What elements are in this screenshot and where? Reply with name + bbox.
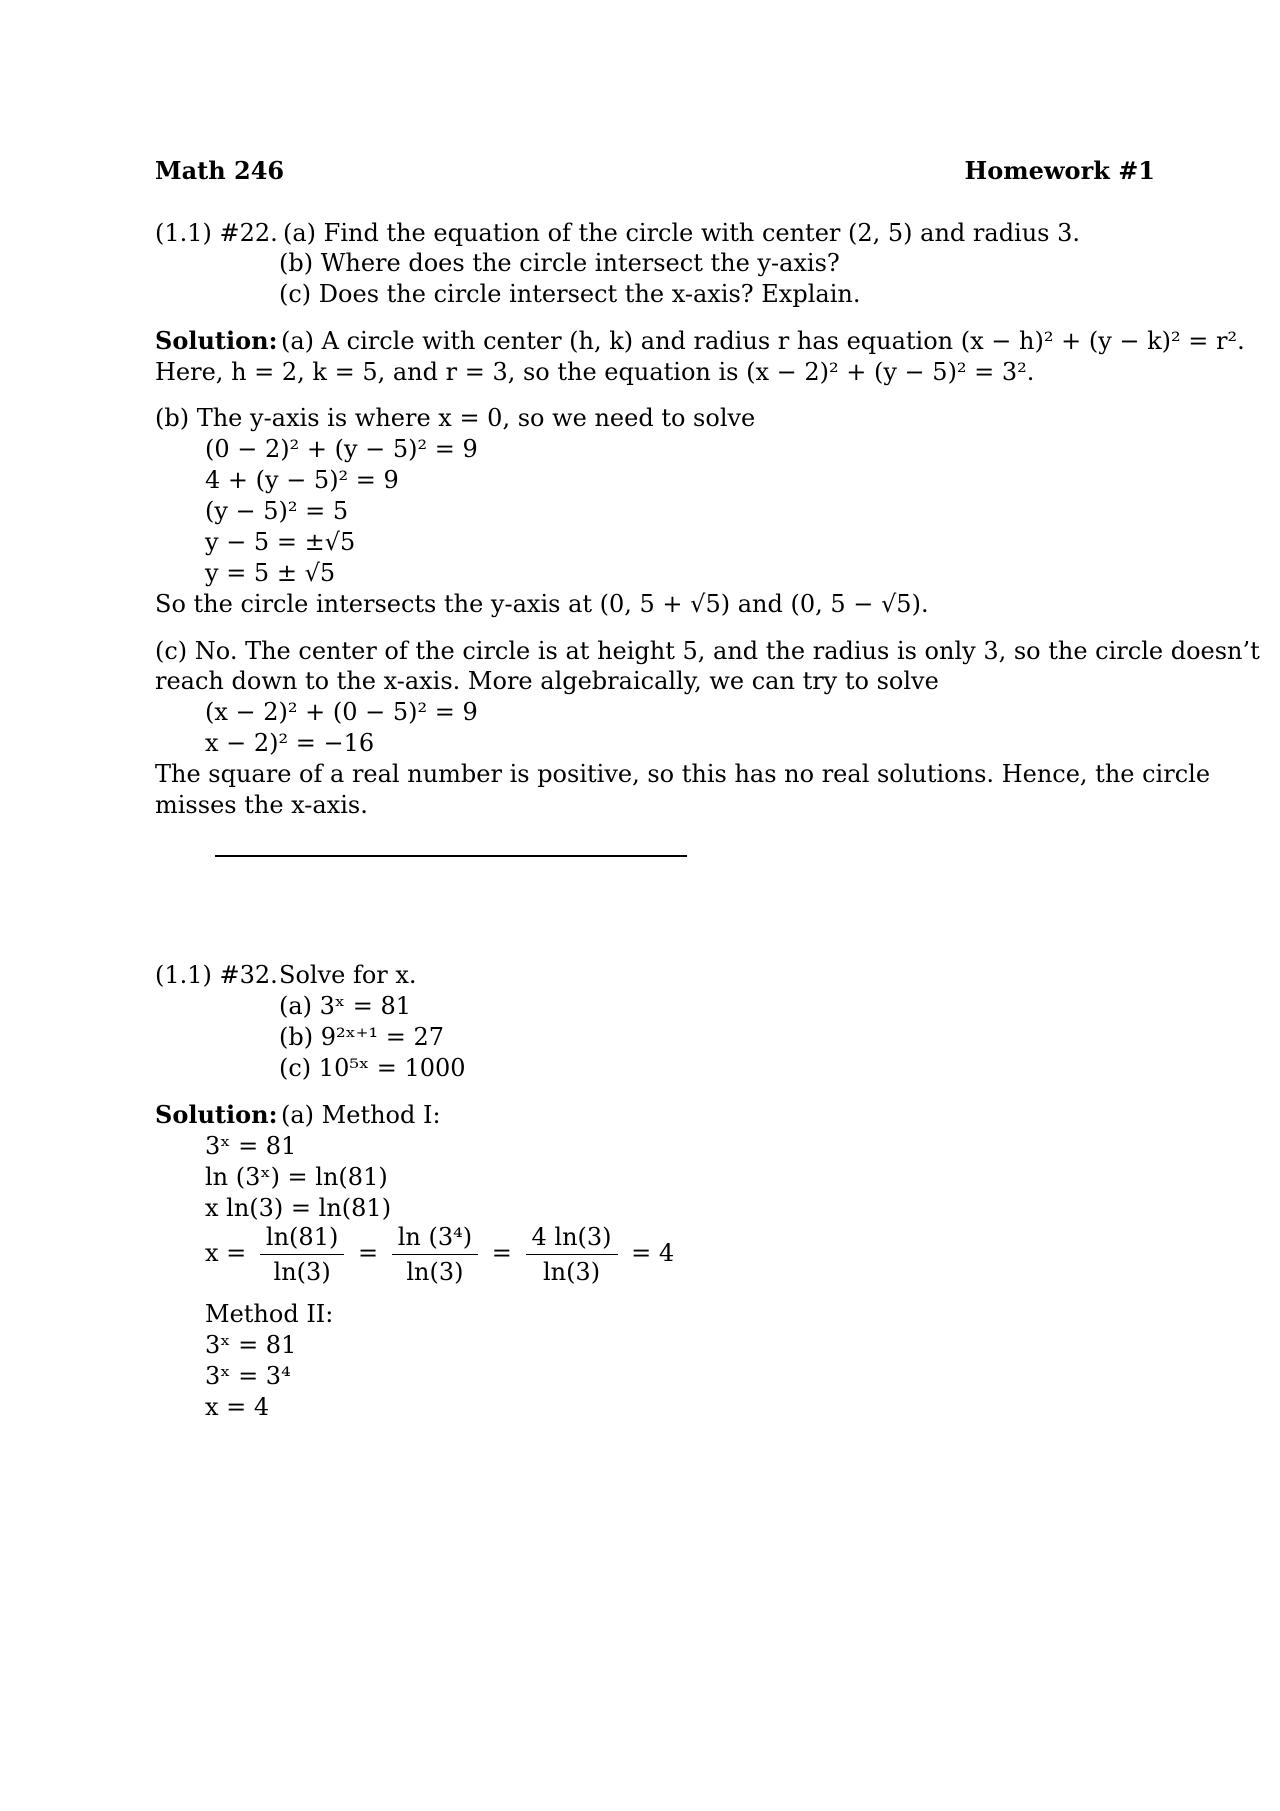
problem2-part: (a) 3ˣ = 81 — [279, 992, 412, 1020]
problem2-label: (1.1) #32. — [155, 961, 278, 989]
problem2-method1-step: ln (3ˣ) = ln(81) — [205, 1163, 388, 1191]
problem2-prompt: Solve for x. — [279, 961, 417, 989]
fraction-3 — [526, 1222, 618, 1287]
fraction-2-numerator: ln (3⁴) — [392, 1222, 478, 1255]
problem1-part-b: (b) Where does the circle intersect the y-axis? — [279, 249, 840, 277]
problem1-solution-label: Solution: — [155, 326, 278, 355]
problem2-method2-step: 3ˣ = 81 — [205, 1331, 297, 1359]
problem1-sol-c-line3: The square of a real number is positive, so this has no real solutions. Hence, the circle — [155, 760, 1211, 788]
problem2-method2-label: Method II: — [205, 1300, 334, 1328]
problem2-method2-step: x = 4 — [205, 1393, 270, 1421]
problem1-sol-b-conclusion: So the circle intersects the y-axis at (0, 5 + √5) and (0, 5 − √5). — [155, 590, 929, 618]
problem2-method2-step: 3ˣ = 3⁴ — [205, 1362, 291, 1390]
problem2-method1-step: x ln(3) = ln(81) — [205, 1194, 392, 1222]
problem1-label: (1.1) #22. — [155, 219, 278, 247]
problem1-sol-b-step: (y − 5)² = 5 — [205, 497, 349, 525]
problem1-sol-c-line4: misses the x-axis. — [155, 791, 368, 819]
problem2-method1-label: (a) Method I: — [281, 1101, 441, 1129]
problem2-part: (b) 9²ˣ⁺¹ = 27 — [279, 1023, 444, 1051]
fraction-lhs: x = — [205, 1239, 247, 1267]
fraction-1-denominator: ln(3) — [273, 1258, 331, 1286]
problem2-part: (c) 10⁵ˣ = 1000 — [279, 1054, 466, 1082]
fraction-1-numerator: ln(81) — [260, 1222, 344, 1255]
fraction-result: = 4 — [631, 1239, 675, 1267]
problem1-sol-a-line2: Here, h = 2, k = 5, and r = 3, so the equation is (x − 2)² + (y − 5)² = 3². — [155, 358, 1035, 386]
problem1-sol-c-line2: reach down to the x-axis. More algebraically, we can try to solve — [155, 667, 939, 695]
fraction-3-numerator: 4 ln(3) — [526, 1222, 618, 1255]
problem2-fraction-equation — [205, 1222, 674, 1287]
problem1-sol-a-line1: (a) A circle with center (h, k) and radius r has equation (x − h)² + (y − k)² = r². — [281, 327, 1245, 355]
fraction-2 — [392, 1222, 478, 1287]
section-divider — [215, 855, 687, 857]
fraction-2-denominator: ln(3) — [406, 1258, 464, 1286]
problem1-sol-c-step: (x − 2)² + (0 − 5)² = 9 — [205, 698, 478, 726]
problem1-part-c: (c) Does the circle intersect the x-axis? Explain. — [279, 280, 861, 308]
homework-title: Homework #1 — [964, 156, 1155, 185]
problem1-sol-b-step: y − 5 = ±√5 — [205, 528, 356, 556]
equals-sign: = — [491, 1239, 512, 1267]
problem1-sol-b-intro: (b) The y-axis is where x = 0, so we need to solve — [155, 404, 756, 432]
problem2-method1-step: 3ˣ = 81 — [205, 1132, 297, 1160]
fraction-1 — [260, 1222, 344, 1287]
course-title: Math 246 — [155, 156, 285, 185]
problem1-sol-c-step: x − 2)² = −16 — [205, 729, 375, 757]
problem2-solution-label: Solution: — [155, 1100, 278, 1129]
problem1-sol-b-step: 4 + (y − 5)² = 9 — [205, 466, 399, 494]
problem1-part-a: (a) Find the equation of the circle with center (2, 5) and radius 3. — [283, 219, 1081, 247]
equals-sign: = — [357, 1239, 379, 1267]
problem1-sol-b-step: y = 5 ± √5 — [205, 559, 336, 587]
problem1-sol-b-step: (0 − 2)² + (y − 5)² = 9 — [205, 435, 478, 463]
problem1-sol-c-line1: (c) No. The center of the circle is at height 5, and the radius is only 3, so the circle doesn’t — [155, 637, 1260, 665]
fraction-3-denominator: ln(3) — [542, 1258, 601, 1286]
